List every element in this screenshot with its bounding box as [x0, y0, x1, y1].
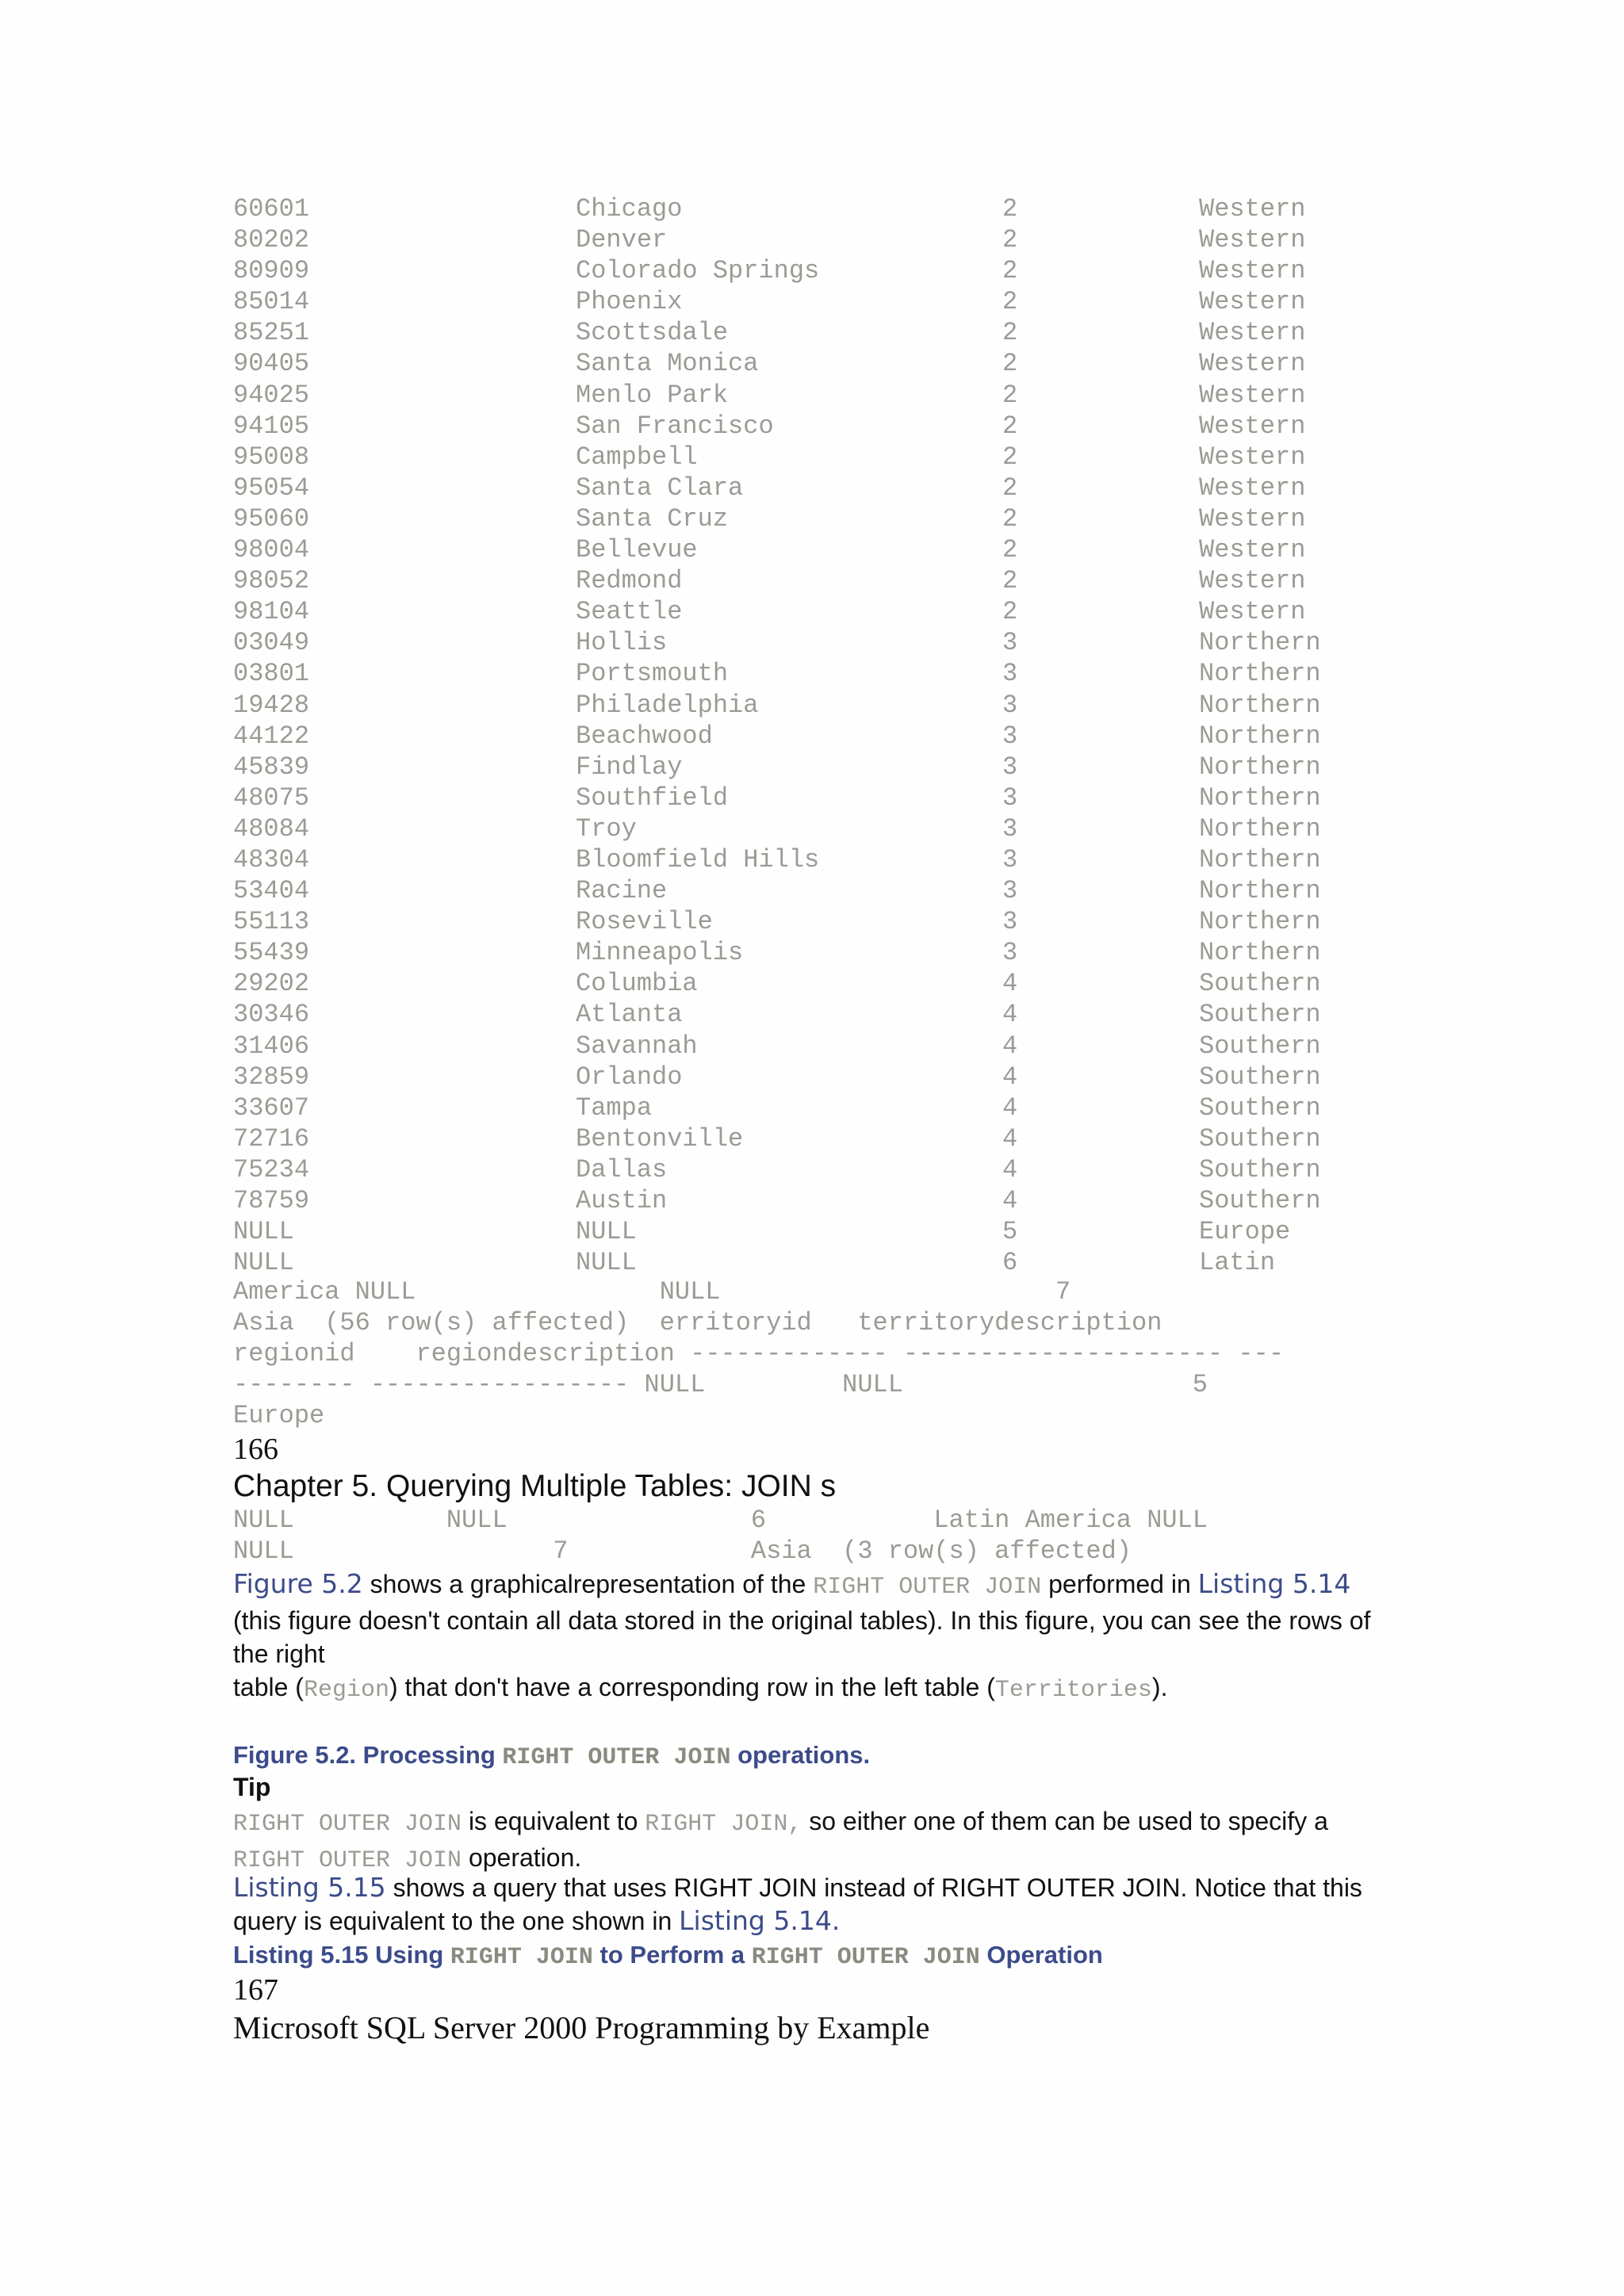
- territory-description-cell: Bentonville: [576, 1123, 744, 1154]
- region-id-cell: 3: [1002, 907, 1018, 937]
- territory-id-cell: 85251: [233, 318, 310, 348]
- territory-description-cell: Dallas: [576, 1154, 668, 1184]
- inline-code: Region: [303, 1677, 389, 1704]
- region-id-cell: 3: [1002, 813, 1018, 844]
- territory-description-cell: Colorado Springs: [576, 256, 820, 286]
- page-number: 166: [233, 1433, 278, 1466]
- territory-id-cell: 75234: [233, 1154, 310, 1184]
- table-row: [233, 844, 1391, 875]
- table-row: [233, 380, 1391, 411]
- territory-description-cell: Troy: [576, 813, 637, 844]
- territory-description-cell: Portsmouth: [576, 659, 729, 689]
- region-id-cell: 3: [1002, 752, 1018, 782]
- region-id-cell: 4: [1002, 1186, 1018, 1215]
- territory-description-cell: Orlando: [576, 1062, 683, 1092]
- region-id-cell: 4: [1002, 1031, 1018, 1061]
- territory-description-cell: Tampa: [576, 1093, 653, 1123]
- territory-id-cell: 95060: [233, 503, 310, 534]
- territory-id-cell: 32859: [233, 1062, 310, 1092]
- territory-description-cell: Findlay: [576, 752, 683, 782]
- territory-id-cell: 29202: [233, 969, 310, 999]
- territory-description-cell: Denver: [576, 225, 668, 255]
- table-row: [233, 193, 1391, 224]
- table-row: [233, 937, 1391, 968]
- region-description-cell: Western: [1199, 473, 1306, 503]
- territory-id-cell: 48084: [233, 813, 310, 844]
- territory-id-cell: 19428: [233, 690, 310, 720]
- inline-code: Territories: [994, 1677, 1152, 1704]
- listing-caption: Listing 5.15 Using RIGHT JOIN to Perform a RIGHT OUTER JOIN Operation: [233, 1941, 1103, 1971]
- territory-id-cell: 80909: [233, 256, 310, 286]
- territory-description-cell: Bloomfield Hills: [576, 844, 820, 874]
- table-row: [233, 627, 1391, 658]
- table-row: [233, 1123, 1391, 1154]
- region-id-cell: 4: [1002, 1154, 1018, 1184]
- territory-id-cell: 48075: [233, 783, 310, 813]
- region-id-cell: 2: [1002, 566, 1018, 596]
- output-line: regionid regiondescription ------------- --------------------- ---: [233, 1339, 1285, 1368]
- territory-id-cell: 94105: [233, 411, 310, 441]
- territory-description-cell: Campbell: [576, 442, 698, 472]
- region-description-cell: Latin: [1199, 1248, 1276, 1278]
- table-row: [233, 255, 1391, 286]
- territory-description-cell: Savannah: [576, 1031, 698, 1061]
- territory-description-cell: Hollis: [576, 628, 668, 658]
- table-row: [233, 968, 1391, 999]
- region-description-cell: Southern: [1199, 1123, 1321, 1154]
- output-line: -------- ----------------- NULL NULL 5: [233, 1370, 1208, 1399]
- region-description-cell: Western: [1199, 349, 1306, 379]
- region-id-cell: 2: [1002, 535, 1018, 565]
- table-row: [233, 224, 1391, 255]
- territory-id-cell: 72716: [233, 1123, 310, 1154]
- region-id-cell: 6: [1002, 1248, 1018, 1278]
- table-row: [233, 1154, 1391, 1185]
- region-description-cell: Northern: [1199, 876, 1321, 906]
- region-id-cell: 2: [1002, 380, 1018, 410]
- region-id-cell: 3: [1002, 659, 1018, 689]
- region-description-cell: Northern: [1199, 907, 1321, 937]
- region-id-cell: 3: [1002, 876, 1018, 906]
- territory-description-cell: NULL: [576, 1248, 637, 1278]
- region-description-cell: Southern: [1199, 1093, 1321, 1123]
- table-row: [233, 473, 1391, 503]
- region-description-cell: Northern: [1199, 628, 1321, 658]
- table-row: [233, 721, 1391, 752]
- region-id-cell: 2: [1002, 503, 1018, 534]
- region-description-cell: Northern: [1199, 690, 1321, 720]
- territory-id-cell: 31406: [233, 1031, 310, 1061]
- listing-link[interactable]: Listing 5.14.: [679, 1905, 841, 1936]
- query-result-table: [233, 193, 1391, 1278]
- region-description-cell: Northern: [1199, 938, 1321, 968]
- table-row: [233, 813, 1391, 844]
- territory-id-cell: 60601: [233, 194, 310, 224]
- region-id-cell: 3: [1002, 628, 1018, 658]
- territory-id-cell: 45839: [233, 752, 310, 782]
- territory-description-cell: Columbia: [576, 969, 698, 999]
- territory-description-cell: Minneapolis: [576, 938, 744, 968]
- output-line: NULL NULL 6 Latin America NULL: [233, 1506, 1208, 1535]
- region-description-cell: Western: [1199, 380, 1306, 410]
- region-id-cell: 2: [1002, 349, 1018, 379]
- table-row: [233, 999, 1391, 1030]
- region-description-cell: Western: [1199, 256, 1306, 286]
- table-row: [233, 596, 1391, 627]
- table-row: [233, 752, 1391, 783]
- region-description-cell: Northern: [1199, 844, 1321, 874]
- territory-description-cell: Racine: [576, 876, 668, 906]
- tip-paragraph: RIGHT OUTER JOIN is equivalent to RIGHT JOIN, so either one of them can be used to specify a RIGHT OUTER JOIN operation.: [233, 1807, 1328, 1874]
- territory-id-cell: 55439: [233, 938, 310, 968]
- territory-description-cell: San Francisco: [576, 411, 774, 441]
- territory-description-cell: Santa Monica: [576, 349, 759, 379]
- table-row: [233, 1247, 1391, 1278]
- territory-description-cell: Seattle: [576, 597, 683, 627]
- region-description-cell: Southern: [1199, 1186, 1321, 1215]
- chapter-header: Chapter 5. Querying Multiple Tables: JOIN s: [233, 1469, 837, 1503]
- territory-id-cell: 95008: [233, 442, 310, 472]
- territory-description-cell: Austin: [576, 1186, 668, 1215]
- region-id-cell: 4: [1002, 1000, 1018, 1030]
- body-paragraph: Figure 5.2 shows a graphicalrepresentation of the RIGHT OUTER JOIN performed in Listing 5.14 (this figure doesn't contain all data stored in the original tables). In this figure, you can see the rows of the right table (Region) that don't have a corresponding row in the left table (Territories).: [233, 1568, 1371, 1704]
- body-paragraph: Listing 5.15 shows a query that uses RIGHT JOIN instead of RIGHT OUTER JOIN. Notice that this query is equivalent to the one shown in Listing 5.14.: [233, 1872, 1362, 1936]
- figure-caption: Figure 5.2. Processing RIGHT OUTER JOIN operations.: [233, 1741, 871, 1771]
- region-description-cell: Western: [1199, 535, 1306, 565]
- region-id-cell: 3: [1002, 938, 1018, 968]
- territory-id-cell: 78759: [233, 1186, 310, 1215]
- territory-description-cell: NULL: [576, 1217, 637, 1247]
- region-description-cell: Southern: [1199, 1031, 1321, 1061]
- territory-id-cell: 98004: [233, 535, 310, 565]
- output-line: America NULL NULL 7: [233, 1277, 1071, 1307]
- inline-code: RIGHT OUTER JOIN: [813, 1574, 1042, 1601]
- region-description-cell: Southern: [1199, 969, 1321, 999]
- territory-id-cell: 30346: [233, 1000, 310, 1030]
- territory-id-cell: 55113: [233, 907, 310, 937]
- region-description-cell: Western: [1199, 597, 1306, 627]
- territory-description-cell: Santa Cruz: [576, 503, 729, 534]
- table-row: [233, 1185, 1391, 1216]
- region-id-cell: 3: [1002, 721, 1018, 751]
- table-row: [233, 442, 1391, 473]
- table-row: [233, 906, 1391, 937]
- region-description-cell: Western: [1199, 442, 1306, 472]
- region-id-cell: 3: [1002, 844, 1018, 874]
- territory-description-cell: Menlo Park: [576, 380, 729, 410]
- territory-id-cell: 44122: [233, 721, 310, 751]
- territory-description-cell: Santa Clara: [576, 473, 744, 503]
- output-line: Europe: [233, 1401, 325, 1430]
- region-id-cell: 2: [1002, 287, 1018, 317]
- territory-description-cell: Phoenix: [576, 287, 683, 317]
- region-description-cell: Europe: [1199, 1217, 1291, 1247]
- territory-id-cell: 33607: [233, 1093, 310, 1123]
- territory-description-cell: Scottsdale: [576, 318, 729, 348]
- inline-code: RIGHT JOIN,: [645, 1811, 802, 1838]
- region-id-cell: 2: [1002, 225, 1018, 255]
- region-description-cell: Northern: [1199, 721, 1321, 751]
- region-description-cell: Northern: [1199, 813, 1321, 844]
- region-id-cell: 4: [1002, 1062, 1018, 1092]
- territory-description-cell: Atlanta: [576, 1000, 683, 1030]
- territory-id-cell: 95054: [233, 473, 310, 503]
- table-row: [233, 1031, 1391, 1062]
- territory-description-cell: Southfield: [576, 783, 729, 813]
- region-description-cell: Northern: [1199, 783, 1321, 813]
- region-description-cell: Northern: [1199, 752, 1321, 782]
- region-description-cell: Southern: [1199, 1062, 1321, 1092]
- table-row: [233, 565, 1391, 596]
- region-description-cell: Western: [1199, 194, 1306, 224]
- table-row: [233, 286, 1391, 317]
- territory-id-cell: 03049: [233, 628, 310, 658]
- table-row: [233, 348, 1391, 379]
- territory-id-cell: 90405: [233, 349, 310, 379]
- region-id-cell: 2: [1002, 194, 1018, 224]
- region-id-cell: 2: [1002, 597, 1018, 627]
- table-row: [233, 1216, 1391, 1247]
- table-row: [233, 1093, 1391, 1123]
- territory-description-cell: Bellevue: [576, 535, 698, 565]
- region-description-cell: Northern: [1199, 659, 1321, 689]
- territory-id-cell: 98052: [233, 566, 310, 596]
- table-row: [233, 658, 1391, 689]
- table-row: [233, 317, 1391, 348]
- region-description-cell: Western: [1199, 411, 1306, 441]
- region-description-cell: Southern: [1199, 1154, 1321, 1184]
- table-row: [233, 534, 1391, 565]
- territory-id-cell: 03801: [233, 659, 310, 689]
- table-row: [233, 690, 1391, 721]
- book-title: Microsoft SQL Server 2000 Programming by Example: [233, 2010, 930, 2045]
- territory-id-cell: NULL: [233, 1248, 294, 1278]
- region-description-cell: Western: [1199, 503, 1306, 534]
- region-id-cell: 3: [1002, 783, 1018, 813]
- region-id-cell: 3: [1002, 690, 1018, 720]
- table-row: [233, 875, 1391, 906]
- territory-description-cell: Redmond: [576, 566, 683, 596]
- region-id-cell: 4: [1002, 1093, 1018, 1123]
- region-id-cell: 2: [1002, 473, 1018, 503]
- figure-link[interactable]: Figure 5.2: [233, 1568, 363, 1599]
- region-description-cell: Southern: [1199, 1000, 1321, 1030]
- region-id-cell: 2: [1002, 411, 1018, 441]
- territory-id-cell: 48304: [233, 844, 310, 874]
- table-row: [233, 503, 1391, 534]
- territory-id-cell: 85014: [233, 287, 310, 317]
- page-number: 167: [233, 1973, 278, 2007]
- region-description-cell: Western: [1199, 318, 1306, 348]
- territory-description-cell: Roseville: [576, 907, 713, 937]
- output-line: NULL 7 Asia (3 row(s) affected): [233, 1536, 1132, 1566]
- region-id-cell: 2: [1002, 318, 1018, 348]
- region-id-cell: 2: [1002, 442, 1018, 472]
- territory-description-cell: Philadelphia: [576, 690, 759, 720]
- territory-id-cell: 53404: [233, 876, 310, 906]
- region-description-cell: Western: [1199, 225, 1306, 255]
- territory-id-cell: NULL: [233, 1217, 294, 1247]
- region-id-cell: 2: [1002, 256, 1018, 286]
- territory-description-cell: Chicago: [576, 194, 683, 224]
- output-line: Asia (56 row(s) affected) erritoryid territorydescription: [233, 1308, 1162, 1337]
- territory-id-cell: 80202: [233, 225, 310, 255]
- table-row: [233, 783, 1391, 813]
- listing-link[interactable]: Listing 5.14: [1197, 1568, 1351, 1599]
- region-id-cell: 5: [1002, 1217, 1018, 1247]
- inline-code: RIGHT OUTER JOIN: [233, 1847, 462, 1874]
- region-id-cell: 4: [1002, 969, 1018, 999]
- listing-link[interactable]: Listing 5.15: [233, 1872, 386, 1903]
- territory-id-cell: 94025: [233, 380, 310, 410]
- table-row: [233, 411, 1391, 442]
- region-id-cell: 4: [1002, 1123, 1018, 1154]
- region-description-cell: Western: [1199, 566, 1306, 596]
- inline-code: RIGHT OUTER JOIN: [233, 1811, 462, 1838]
- table-row: [233, 1062, 1391, 1093]
- territory-description-cell: Beachwood: [576, 721, 713, 751]
- territory-id-cell: 98104: [233, 597, 310, 627]
- region-description-cell: Western: [1199, 287, 1306, 317]
- tip-label: Tip: [233, 1773, 271, 1801]
